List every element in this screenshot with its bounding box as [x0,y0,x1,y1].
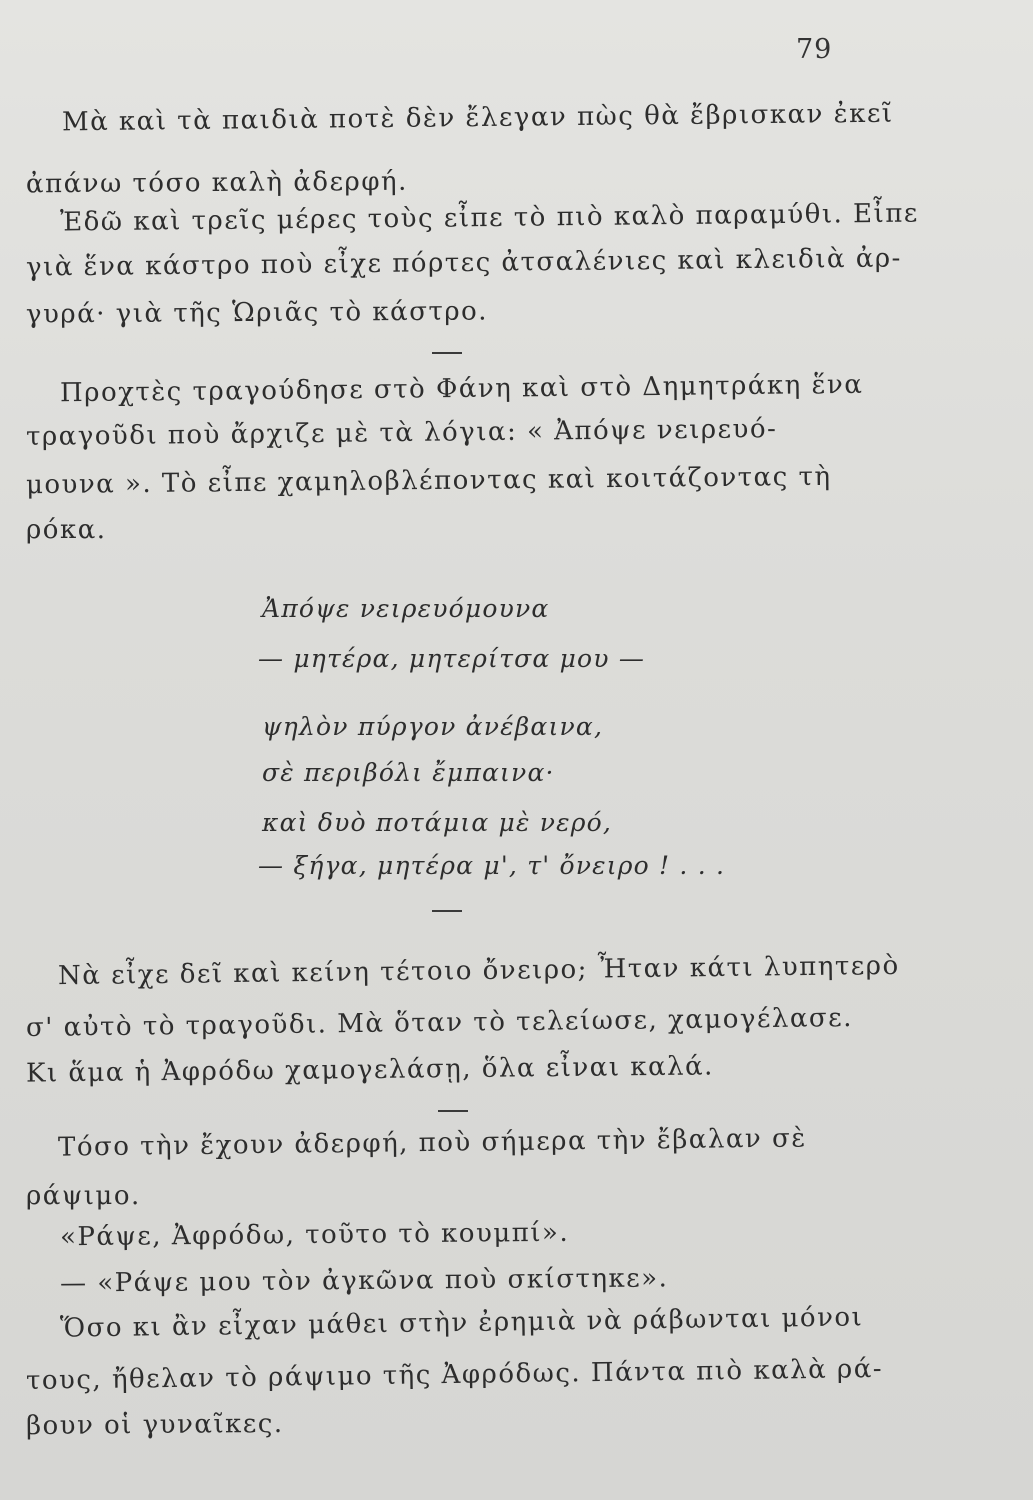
poem-line: καὶ δυὸ ποτάμια μὲ νερό, [262,808,613,837]
text-line: γυρά· γιὰ τῆς Ὡριᾶς τὸ κάστρο. [25,296,489,330]
text-line: σ' αὐτὸ τὸ τραγοῦδι. Μὰ ὅταν τὸ τελείωσε, χαμογέλασε. [25,1002,854,1044]
text-line: μουνα ». Τὸ εἶπε χαμηλοβλέποντας καὶ κοιτάζοντας τὴ [25,461,832,501]
text-line: ἀπάνω τόσο καλὴ ἀδερφή. [25,166,408,200]
poem-line: ψηλὸν πύργον ἀνέβαινα, [262,712,604,741]
text-line: Τόσο τὴν ἔχουν ἀδερφή, ποὺ σήμερα τὴν ἔβαλαν σὲ [57,1123,807,1163]
text-line: γιὰ ἕνα κάστρο ποὺ εἶχε πόρτες ἀτσαλένιες καὶ κλειδιὰ ἀρ- [25,243,903,283]
section-divider [432,352,462,354]
text-line: Κι ἅμα ἡ Ἀφρόδω χαμογελάσῃ, ὅλα εἶναι καλά. [25,1051,714,1089]
poem-line: — μητέρα, μητερίτσα μου — [258,644,646,673]
page-number: 79 [796,34,833,65]
text-line: Προχτὲς τραγούδησε στὸ Φάνη καὶ στὸ Δημητράκη ἕνα [59,369,864,409]
text-line: Ὅσο κι ἂν εἶχαν μάθει στὴν ἐρημιὰ νὰ ράβωνται μόνοι [59,1302,864,1344]
text-line: τους, ἤθελαν τὸ ράψιμο τῆς Ἀφρόδως. Πάντα πιὸ καλὰ ρά- [25,1354,884,1396]
text-line: βουν οἱ γυναῖκες. [25,1408,284,1442]
poem-line: — ξήγα, μητέρα μ', τ' ὄνειρο ! . . . [258,851,726,880]
text-line: τραγοῦδι ποὺ ἄρχιζε μὲ τὰ λόγια: « Ἀπόψε νειρευό- [25,414,778,452]
text-line: — «Ράψε μου τὸν ἀγκῶνα ποὺ σκίστηκε». [59,1263,669,1299]
text-line: «Ράψε, Ἀφρόδω, τοῦτο τὸ κουμπί». [59,1217,570,1253]
poem-line: σὲ περιβόλι ἔμπαινα· [262,758,555,787]
text-line: Νὰ εἶχε δεῖ καὶ κείνη τέτοιο ὄνειρο; Ἦταν κάτι λυπητερὸ [57,950,900,992]
text-line: ρόκα. [26,515,107,545]
text-line: Μὰ καὶ τὰ παιδιὰ ποτὲ δὲν ἔλεγαν πὼς θὰ ἔβρισκαν ἐκεῖ [61,98,894,138]
section-divider [432,910,462,912]
section-divider [438,1110,468,1112]
poem-line: Ἀπόψε νειρευόμουνα [262,594,550,623]
text-line: ράψιμο. [26,1181,141,1211]
text-line: Ἐδῶ καὶ τρεῖς μέρες τοὺς εἶπε τὸ πιὸ καλὸ παραμύθι. Εἶπε [59,198,919,238]
